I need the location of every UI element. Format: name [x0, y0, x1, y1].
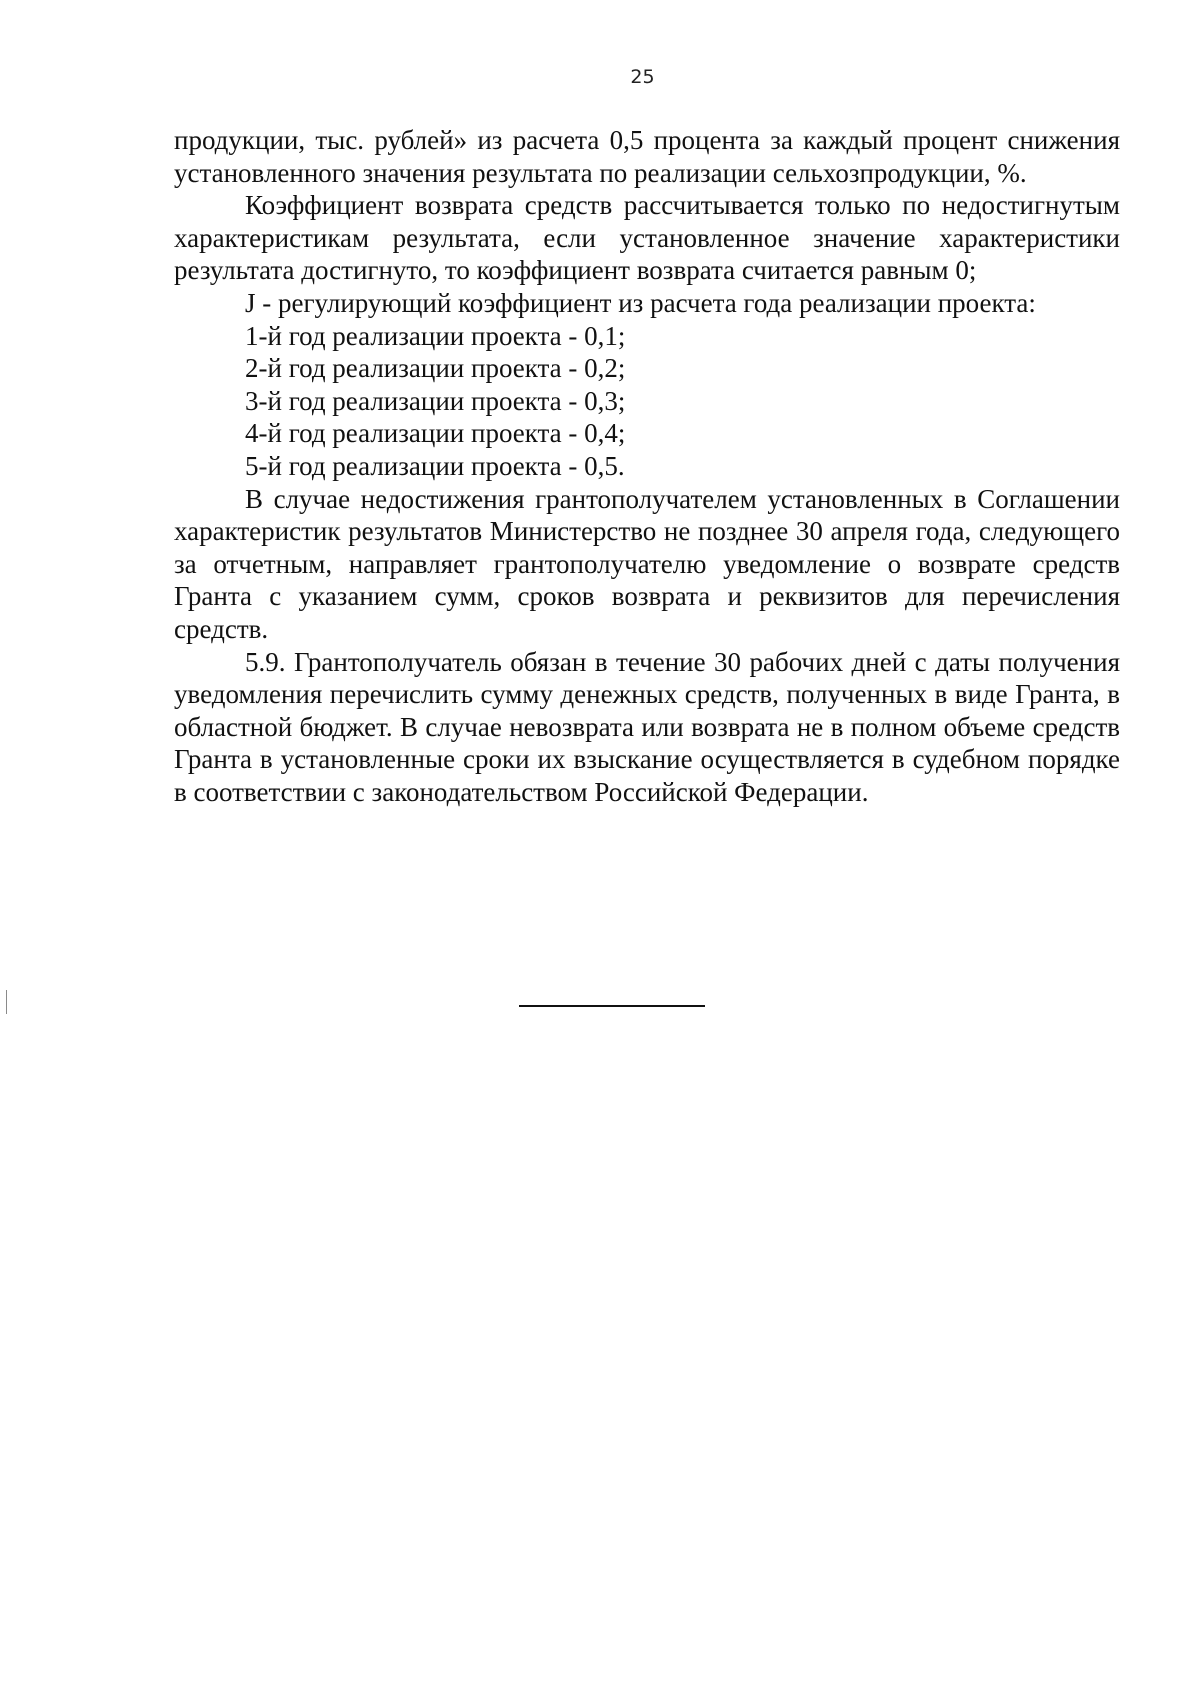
paragraph-5-9: 5.9. Грантополучатель обязан в течение 30 рабочих дней с даты получения уведомления перечислить сумму денежных средств, полученных в виде Гранта, в областной бюджет. В случае невозврата или возврата не в полном объеме средств Гранта в установленные сроки их взыскание осуществляется в судебном порядке в соответствии с законодательством Российской Федерации. — [174, 646, 1120, 807]
list-item-year-2: 2-й год реализации проекта - 0,2; — [245, 353, 626, 384]
list-item-year-1: 1-й год реализации проекта - 0,1; — [245, 320, 626, 351]
list-item-year-3: 3-й год реализации проекта - 0,3; — [245, 385, 626, 416]
list-item-year-4: 4-й год реализации проекта - 0,4; — [245, 418, 626, 449]
page-number: 25 — [630, 66, 655, 88]
paragraph-continuation: продукции, тыс. рублей» из расчета 0,5 процента за каждый процент снижения установленного значения результата по реализации сельхозпродукции, %. — [174, 125, 1120, 188]
paragraph-return-coefficient: Коэффициент возврата средств рассчитывается только по недостигнутым характеристикам результата, если установленное значение характеристики результата достигнуто, то коэффициент возврата считается равным 0; — [174, 190, 1120, 286]
paragraph-non-achievement: В случае недостижения грантополучателем установленных в Соглашении характеристик результатов Министерство не позднее 30 апреля года, следующего за отчетным, направляет грантополучателю уведомление о возврате средств Гранта с указанием сумм, сроков возврата и реквизитов для перечисления средств. — [174, 483, 1120, 644]
end-of-document-rule — [519, 1005, 705, 1007]
list-item-year-5: 5-й год реализации проекта - 0,5. — [245, 450, 625, 481]
paragraph-j-coefficient: J - регулирующий коэффициент из расчета года реализации проекта: — [245, 287, 1036, 318]
scan-artifact-mark — [6, 990, 7, 1014]
document-body — [174, 124, 1120, 808]
